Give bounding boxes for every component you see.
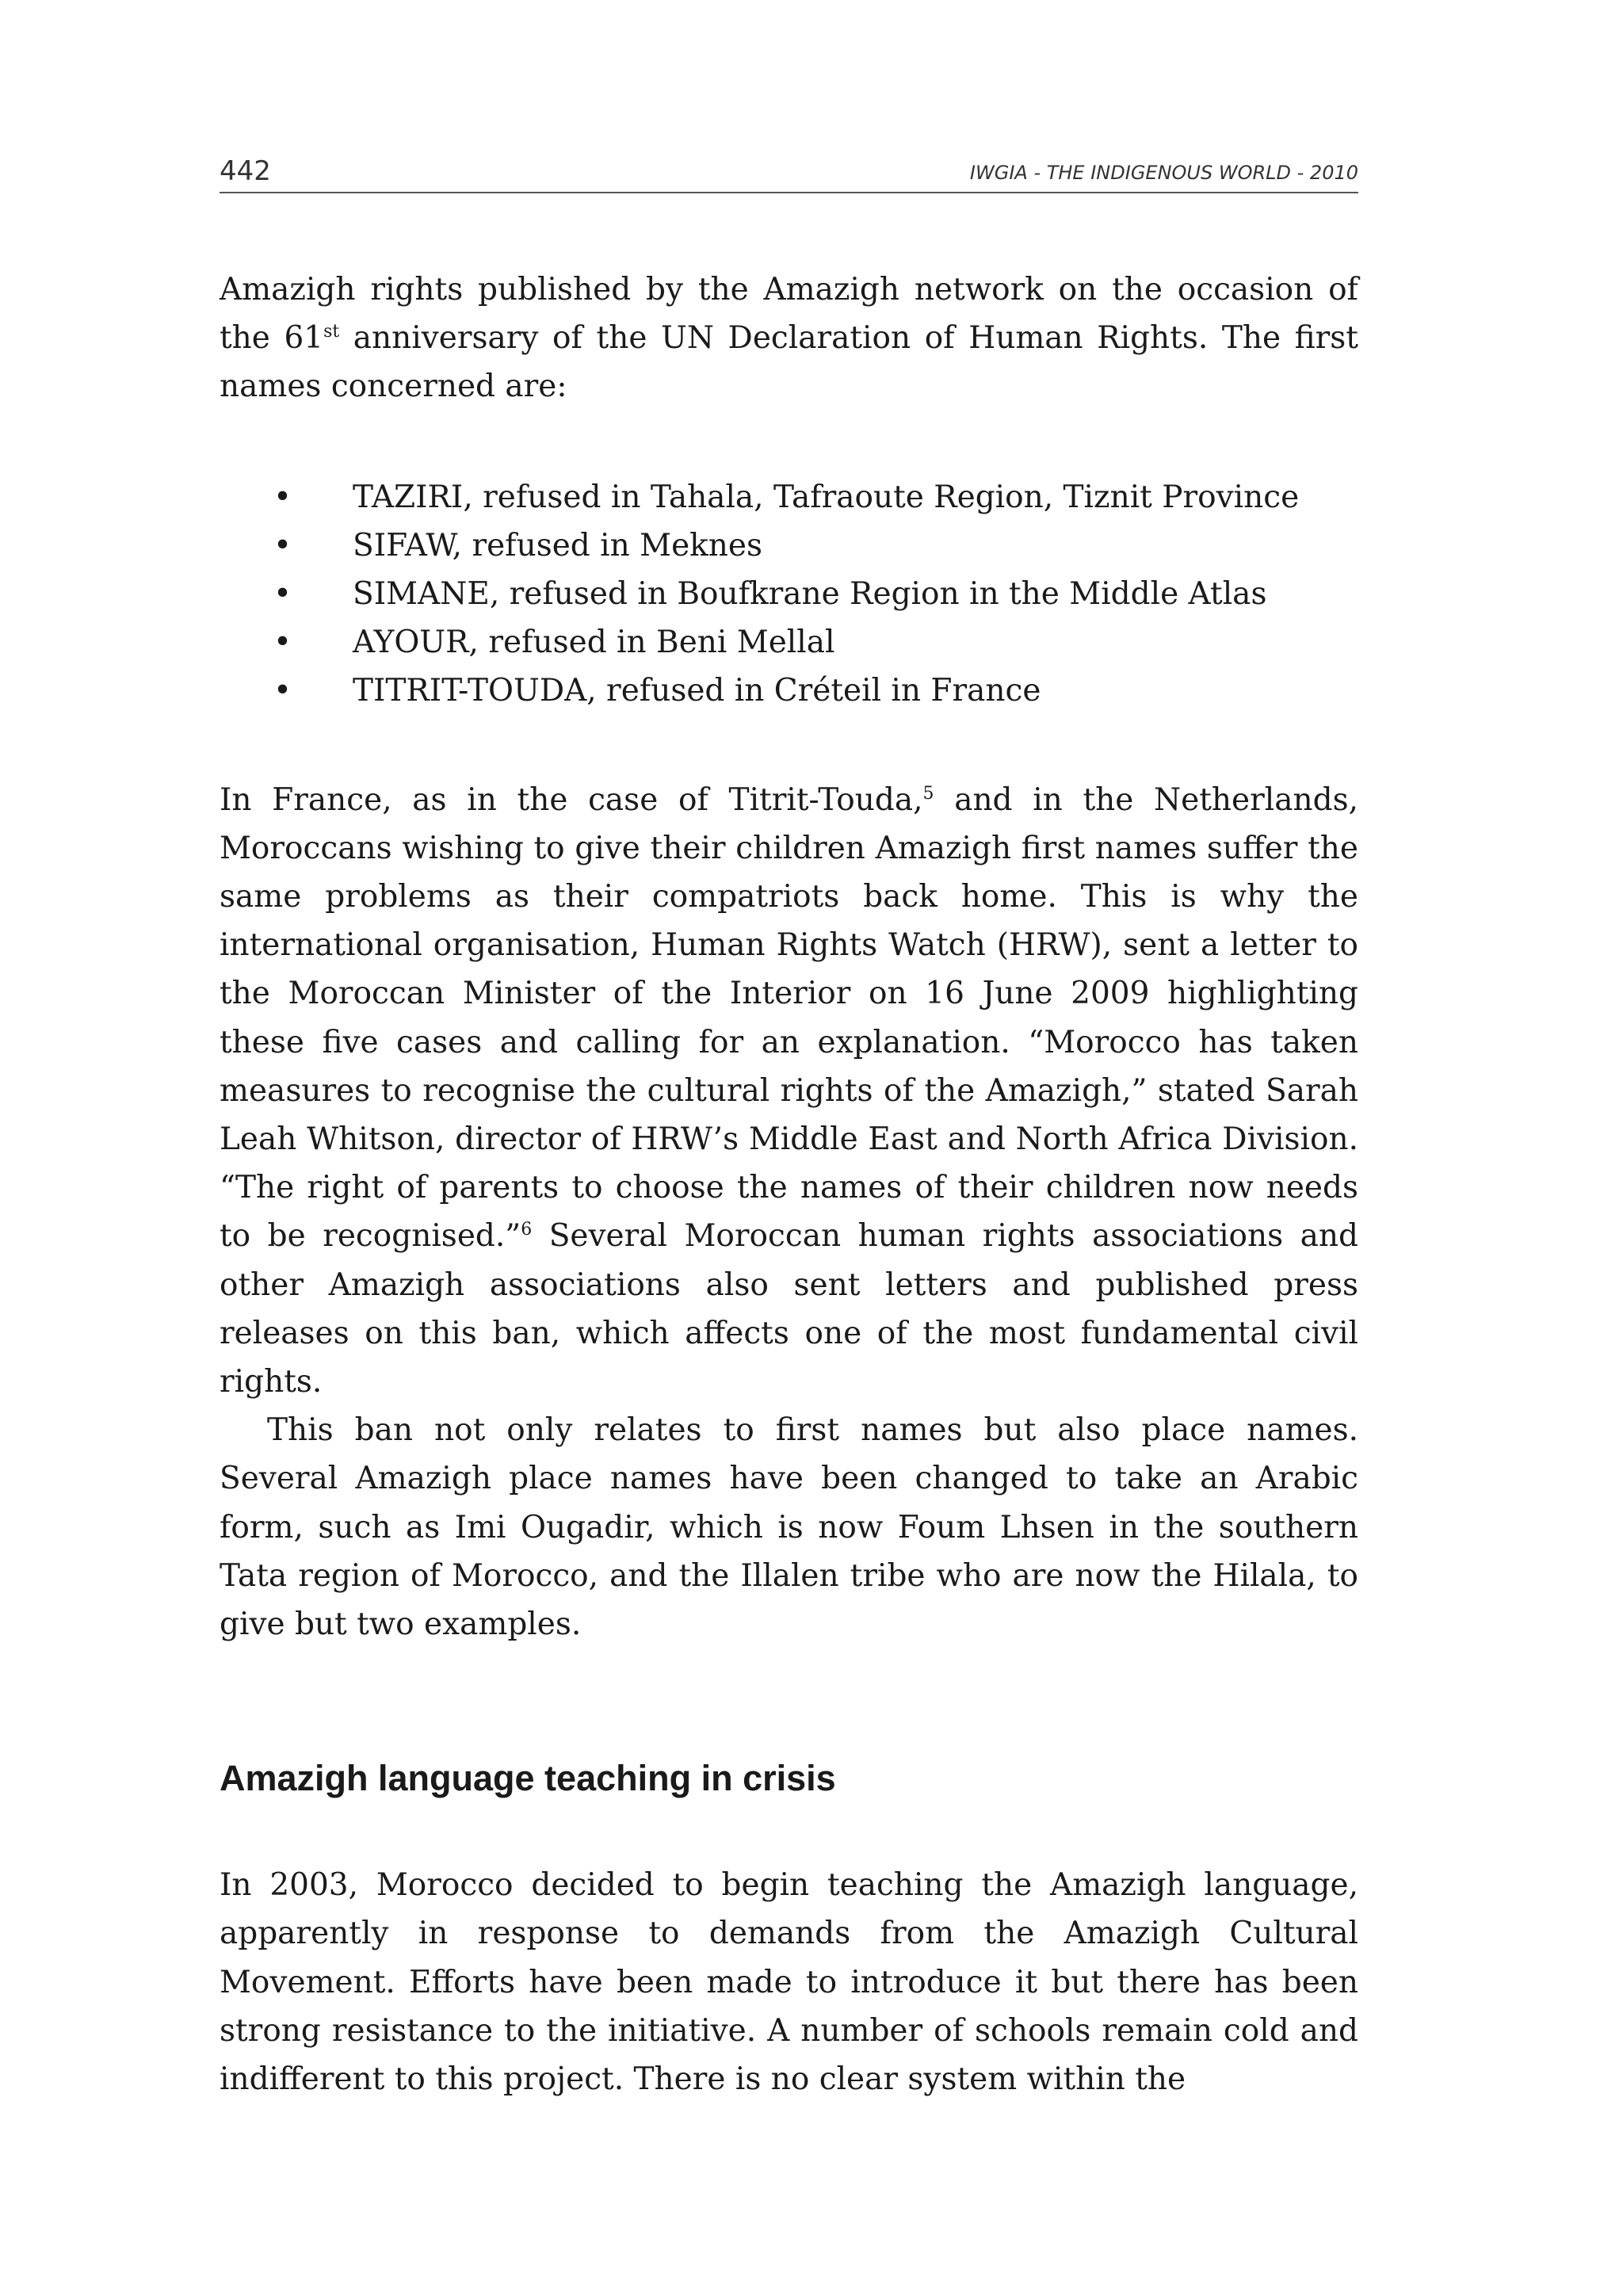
teaching-paragraph: In 2003, Morocco decided to begin teaching the Amazigh language, apparently in response to demands from the Amazigh Cultural Movement. Efforts have been made to introduce it but there has been strong resistance to the initiative. A number of schools remain cold and indifferent to this project. There is no clear system within the [220,1867,1358,2098]
ordinal-superscript: st [323,322,340,342]
bullet-icon: • [273,673,292,709]
list-item: • TITRIT-TOUDA, refused in Créteil in France [220,667,1358,715]
page-number: 442 [220,155,271,187]
list-item: • TAZIRI, refused in Tahala, Tafraoute Region, Tiznit Province [220,473,1358,521]
page-body [220,266,1358,2103]
bullet-icon: • [273,527,292,563]
section-heading: Amazigh language teaching in crisis [220,1758,836,1799]
running-head: IWGIA - THE INDIGENOUS WORLD - 2010 [969,162,1358,184]
list-item: • SIFAW, refused in Meknes [220,521,1358,570]
france-paragraph: In France, as in the case of Titrit-Touda,$^5$ and in the Netherlands, Moroccans wishing to give their children Amazigh first names suffer the same problems as their compatriots back home. This is why the international organisation, Human Rights Watch (HRW), sent a letter to the Moroccan Minister of the Interior on 16 June 2009 highlighting these five cases and calling for an explanation. “Morocco has taken measures to recognise the cultural rights of the Amazigh,” stated Sarah Leah Whitson, director of HRW’s Middle East and North Africa Division. “The right of parents to choose the names of their children now needs to be recognised.”$^6$ Several Moroccan human rights associations and other Amazigh associations also sent letters and published press releases on this ban, which affects one of the most fundamental civil rights. [220,781,1358,1400]
place-names-paragraph: This ban not only relates to first names but also place names. Several Amazigh place names have been changed to take an Arabic form, such as Imi Ougadir, which is now Foum Lhsen in the southern Tata region of Morocco, and the Illalen tribe who are now the Hilala, to give but two examples. [220,1412,1358,1643]
refused-names-list [220,473,1358,716]
bullet-icon: • [273,625,292,661]
footnote-ref-5[interactable]: 5 [922,783,934,804]
intro-paragraph: Amazigh rights published by the Amazigh network on the occasion of the 61st anniversary of the UN Declaration of Human Rights. The first names concerned are: [220,272,1358,405]
page-header [220,151,1358,193]
footnote-ref-6[interactable]: 6 [521,1220,533,1240]
bullet-icon: • [273,479,292,515]
bullet-icon: • [273,576,292,613]
list-item: • SIMANE, refused in Boufkrane Region in the Middle Atlas [220,570,1358,618]
list-item: • AYOUR, refused in Beni Mellal [220,618,1358,667]
